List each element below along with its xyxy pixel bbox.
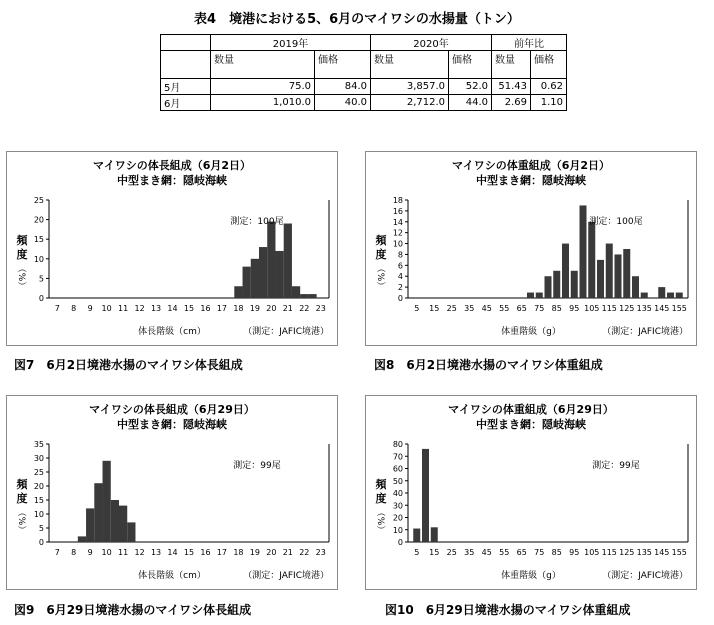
bar [243, 267, 251, 298]
bar [422, 449, 429, 542]
bar [300, 294, 308, 298]
x-tick-label: 7 [54, 304, 60, 313]
y-tick-label: 4 [397, 272, 403, 282]
bar [588, 222, 595, 298]
y-tick-label: 70 [392, 452, 403, 462]
chart-title: マイワシの体重組成（6月2日） [451, 159, 611, 172]
bar [571, 271, 578, 298]
x-tick-label: 85 [551, 548, 562, 557]
x-tick-label: 155 [671, 548, 687, 557]
x-tick-label: 75 [534, 548, 545, 557]
y-tick-label: 0 [38, 294, 44, 303]
chart-panel-fig10 [365, 395, 697, 590]
x-tick-label: 18 [233, 304, 244, 313]
row-month: 6月 [161, 95, 211, 111]
x-tick-label: 35 [464, 548, 475, 557]
caption-fig8: 図8 6月2日境港水揚のマイワシ体重組成 [374, 358, 603, 372]
bar [641, 293, 648, 298]
header-2019: 2019年 [211, 35, 371, 51]
bar [553, 271, 560, 298]
y-tick-label: 30 [392, 501, 403, 511]
cell-qty-ratio: 51.43 [492, 79, 531, 95]
header-qty-ratio: 数量 [492, 51, 531, 79]
chart-subtitle: 中型まき網：隠岐海峡 [476, 174, 586, 187]
x-tick-label: 65 [516, 548, 527, 557]
cell-price-2020: 44.0 [449, 95, 492, 111]
x-tick-label: 35 [464, 304, 475, 313]
x-tick-label: 95 [569, 548, 580, 557]
y-axis-label: 度 [16, 248, 28, 261]
bar [308, 294, 316, 298]
x-tick-label: 55 [499, 304, 510, 313]
x-tick-label: 145 [654, 548, 670, 557]
y-tick-label: 14 [392, 217, 403, 227]
x-tick-label: 45 [481, 304, 492, 313]
y-axis-label: 度 [375, 492, 387, 505]
cell-qty-2019: 75.0 [211, 79, 315, 95]
y-axis-label: 頻 [375, 234, 387, 247]
x-tick-label: 45 [481, 548, 492, 557]
bar [275, 251, 283, 298]
cell-price-ratio: 0.62 [531, 79, 567, 95]
cell-qty-2020: 3,857.0 [371, 79, 449, 95]
y-tick-label: 15 [33, 496, 44, 505]
x-tick-label: 16 [200, 304, 211, 313]
chart-source: （測定：JAFIC境港） [602, 571, 688, 581]
x-tick-label: 10 [101, 548, 112, 557]
chart-source: （測定：JAFIC境港） [243, 571, 329, 581]
x-tick-label: 5 [414, 304, 420, 313]
x-tick-label: 12 [134, 304, 145, 313]
length-chart-jun29 [7, 396, 337, 589]
x-tick-label: 9 [87, 548, 93, 557]
x-tick-label: 9 [87, 304, 93, 313]
bar [545, 276, 552, 298]
x-tick-label: 11 [118, 304, 129, 313]
x-axis-label: 体重階級（g） [501, 571, 561, 581]
x-tick-label: 19 [249, 304, 260, 313]
y-tick-label: 25 [33, 196, 44, 205]
y-tick-label: 8 [397, 250, 403, 260]
x-tick-label: 20 [266, 304, 277, 313]
x-tick-label: 22 [299, 548, 310, 557]
x-tick-label: 85 [551, 304, 562, 313]
y-tick-label: 30 [33, 454, 44, 463]
bar [632, 276, 639, 298]
x-tick-label: 125 [619, 304, 635, 313]
cell-price-2020: 52.0 [449, 79, 492, 95]
header-price-2020: 価格 [449, 51, 492, 79]
header-qty-2020: 数量 [371, 51, 449, 79]
x-tick-label: 14 [167, 304, 178, 313]
y-axis-unit: （%） [375, 507, 385, 535]
x-tick-label: 22 [299, 304, 310, 313]
x-tick-label: 23 [315, 304, 326, 313]
x-tick-label: 135 [636, 304, 652, 313]
x-axis-label: 体長階級（cm） [138, 327, 206, 337]
header-2020: 2020年 [371, 35, 492, 51]
bar [676, 293, 683, 298]
bar [78, 536, 86, 542]
x-tick-label: 95 [569, 304, 580, 313]
y-tick-label: 20 [392, 513, 403, 523]
y-tick-label: 5 [38, 524, 44, 533]
x-tick-label: 15 [183, 304, 195, 313]
bar [103, 461, 111, 542]
chart-title: マイワシの体重組成（6月29日） [448, 403, 614, 416]
chart-subtitle: 中型まき網：隠岐海峡 [117, 174, 227, 187]
x-tick-label: 19 [249, 548, 260, 557]
bar [658, 287, 665, 298]
x-tick-label: 13 [150, 304, 162, 313]
chart-source: （測定：JAFIC境港） [602, 327, 688, 337]
y-tick-label: 35 [33, 440, 44, 449]
y-axis-label: 頻 [16, 234, 28, 247]
header-ratio: 前年比 [492, 35, 567, 51]
y-tick-label: 0 [397, 294, 403, 303]
x-tick-label: 125 [619, 548, 635, 557]
y-axis-unit: （%） [16, 507, 26, 535]
cell-qty-ratio: 2.69 [492, 95, 531, 111]
x-tick-label: 55 [499, 548, 510, 557]
x-tick-label: 10 [101, 304, 112, 313]
header-price-ratio: 価格 [531, 51, 567, 79]
y-tick-label: 60 [392, 464, 403, 474]
x-tick-label: 21 [282, 548, 293, 557]
bar [94, 483, 102, 542]
y-tick-label: 15 [33, 235, 44, 245]
sample-count-annotation: 測定：100尾 [589, 217, 643, 227]
bar [597, 260, 604, 298]
y-axis-label: 頻 [375, 478, 387, 491]
x-tick-label: 145 [654, 304, 670, 313]
x-axis-label: 体重階級（g） [501, 327, 561, 337]
x-tick-label: 105 [584, 548, 600, 557]
table-corner-2 [161, 51, 211, 79]
y-tick-label: 18 [392, 196, 403, 205]
x-tick-label: 15 [429, 304, 440, 313]
length-chart-jun2 [7, 152, 337, 345]
caption-fig7: 図7 6月2日境港水揚のマイワシ体長組成 [14, 358, 243, 372]
bar [259, 247, 267, 298]
bar [127, 522, 135, 542]
chart-title: マイワシの体長組成（6月29日） [89, 403, 255, 416]
bar [606, 244, 613, 298]
bar [413, 529, 420, 542]
bar [251, 259, 259, 298]
bar [580, 205, 587, 298]
x-tick-label: 21 [282, 304, 293, 313]
table-corner [161, 35, 211, 51]
y-tick-label: 80 [392, 440, 403, 449]
y-tick-label: 25 [33, 468, 44, 477]
bar [111, 500, 119, 542]
row-month: 5月 [161, 79, 211, 95]
y-axis-label: 度 [16, 492, 28, 505]
y-axis-unit: （%） [375, 263, 385, 291]
y-tick-label: 6 [397, 261, 403, 271]
y-tick-label: 10 [392, 239, 403, 249]
bar [431, 527, 438, 542]
chart-panel-fig9 [6, 395, 338, 590]
bar [615, 254, 622, 298]
weight-chart-jun29 [366, 396, 696, 589]
x-tick-label: 23 [315, 548, 326, 557]
x-tick-label: 16 [200, 548, 211, 557]
x-tick-label: 20 [266, 548, 277, 557]
chart-subtitle: 中型まき網：隠岐海峡 [476, 418, 586, 431]
bar [292, 286, 300, 298]
bar [86, 508, 94, 542]
chart-panel-fig7 [6, 151, 338, 346]
x-tick-label: 115 [601, 548, 617, 557]
x-tick-label: 105 [584, 304, 600, 313]
table-row [161, 95, 567, 111]
x-tick-label: 14 [167, 548, 178, 557]
y-axis-unit: （%） [16, 263, 26, 291]
y-tick-label: 2 [397, 283, 403, 293]
table-row [161, 79, 567, 95]
x-tick-label: 135 [636, 548, 652, 557]
bar [536, 293, 543, 298]
x-tick-label: 25 [446, 548, 457, 557]
chart-title: マイワシの体長組成（6月2日） [92, 159, 252, 172]
bar [623, 249, 630, 298]
y-tick-label: 16 [392, 206, 403, 216]
table-title: 表4 境港における5、6月のマイワシの水揚量（トン） [194, 12, 520, 27]
y-tick-label: 20 [33, 482, 44, 491]
cell-price-2019: 40.0 [315, 95, 371, 111]
cell-price-ratio: 1.10 [531, 95, 567, 111]
chart-source: （測定：JAFIC境港） [243, 327, 329, 337]
bar [667, 293, 674, 298]
chart-panel-fig8 [365, 151, 697, 346]
bar [234, 286, 242, 298]
sample-count-annotation: 測定：100尾 [230, 217, 284, 227]
weight-chart-jun2 [366, 152, 696, 345]
y-tick-label: 12 [392, 228, 403, 238]
y-tick-label: 10 [33, 510, 44, 519]
bar [527, 293, 534, 298]
x-tick-label: 15 [429, 548, 440, 557]
y-tick-label: 5 [38, 274, 44, 284]
sample-count-annotation: 測定：99尾 [592, 461, 640, 471]
x-tick-label: 7 [54, 548, 60, 557]
y-axis-label: 頻 [16, 478, 28, 491]
x-tick-label: 17 [216, 548, 228, 557]
chart-subtitle: 中型まき網：隠岐海峡 [117, 418, 227, 431]
y-tick-label: 50 [392, 476, 403, 486]
x-tick-label: 8 [71, 304, 77, 313]
landing-table [160, 34, 567, 111]
x-tick-label: 13 [150, 548, 162, 557]
y-tick-label: 0 [38, 538, 44, 547]
sample-count-annotation: 測定：99尾 [233, 461, 281, 471]
header-qty-2019: 数量 [211, 51, 315, 79]
y-axis-label: 度 [375, 248, 387, 261]
cell-price-2019: 84.0 [315, 79, 371, 95]
x-tick-label: 65 [516, 304, 527, 313]
cell-qty-2020: 2,712.0 [371, 95, 449, 111]
y-tick-label: 0 [397, 538, 403, 547]
cell-qty-2019: 1,010.0 [211, 95, 315, 111]
x-tick-label: 75 [534, 304, 545, 313]
x-tick-label: 15 [183, 548, 195, 557]
y-tick-label: 20 [33, 215, 44, 225]
header-price-2019: 価格 [315, 51, 371, 79]
caption-fig9: 図9 6月29日境港水揚のマイワシ体長組成 [14, 603, 252, 617]
bar [562, 244, 569, 298]
bar [284, 224, 292, 298]
x-tick-label: 25 [446, 304, 457, 313]
x-tick-label: 5 [414, 548, 420, 557]
x-tick-label: 11 [118, 548, 129, 557]
caption-fig10: 図10 6月29日境港水揚のマイワシ体重組成 [385, 603, 631, 617]
x-tick-label: 12 [134, 548, 145, 557]
x-tick-label: 18 [233, 548, 244, 557]
x-tick-label: 115 [601, 304, 617, 313]
x-tick-label: 17 [216, 304, 228, 313]
bar [119, 506, 127, 542]
y-tick-label: 40 [392, 489, 403, 498]
x-tick-label: 155 [671, 304, 687, 313]
y-tick-label: 10 [392, 525, 403, 535]
x-tick-label: 8 [71, 548, 77, 557]
x-axis-label: 体長階級（cm） [138, 571, 206, 581]
y-tick-label: 10 [33, 254, 44, 264]
bar [267, 222, 275, 298]
